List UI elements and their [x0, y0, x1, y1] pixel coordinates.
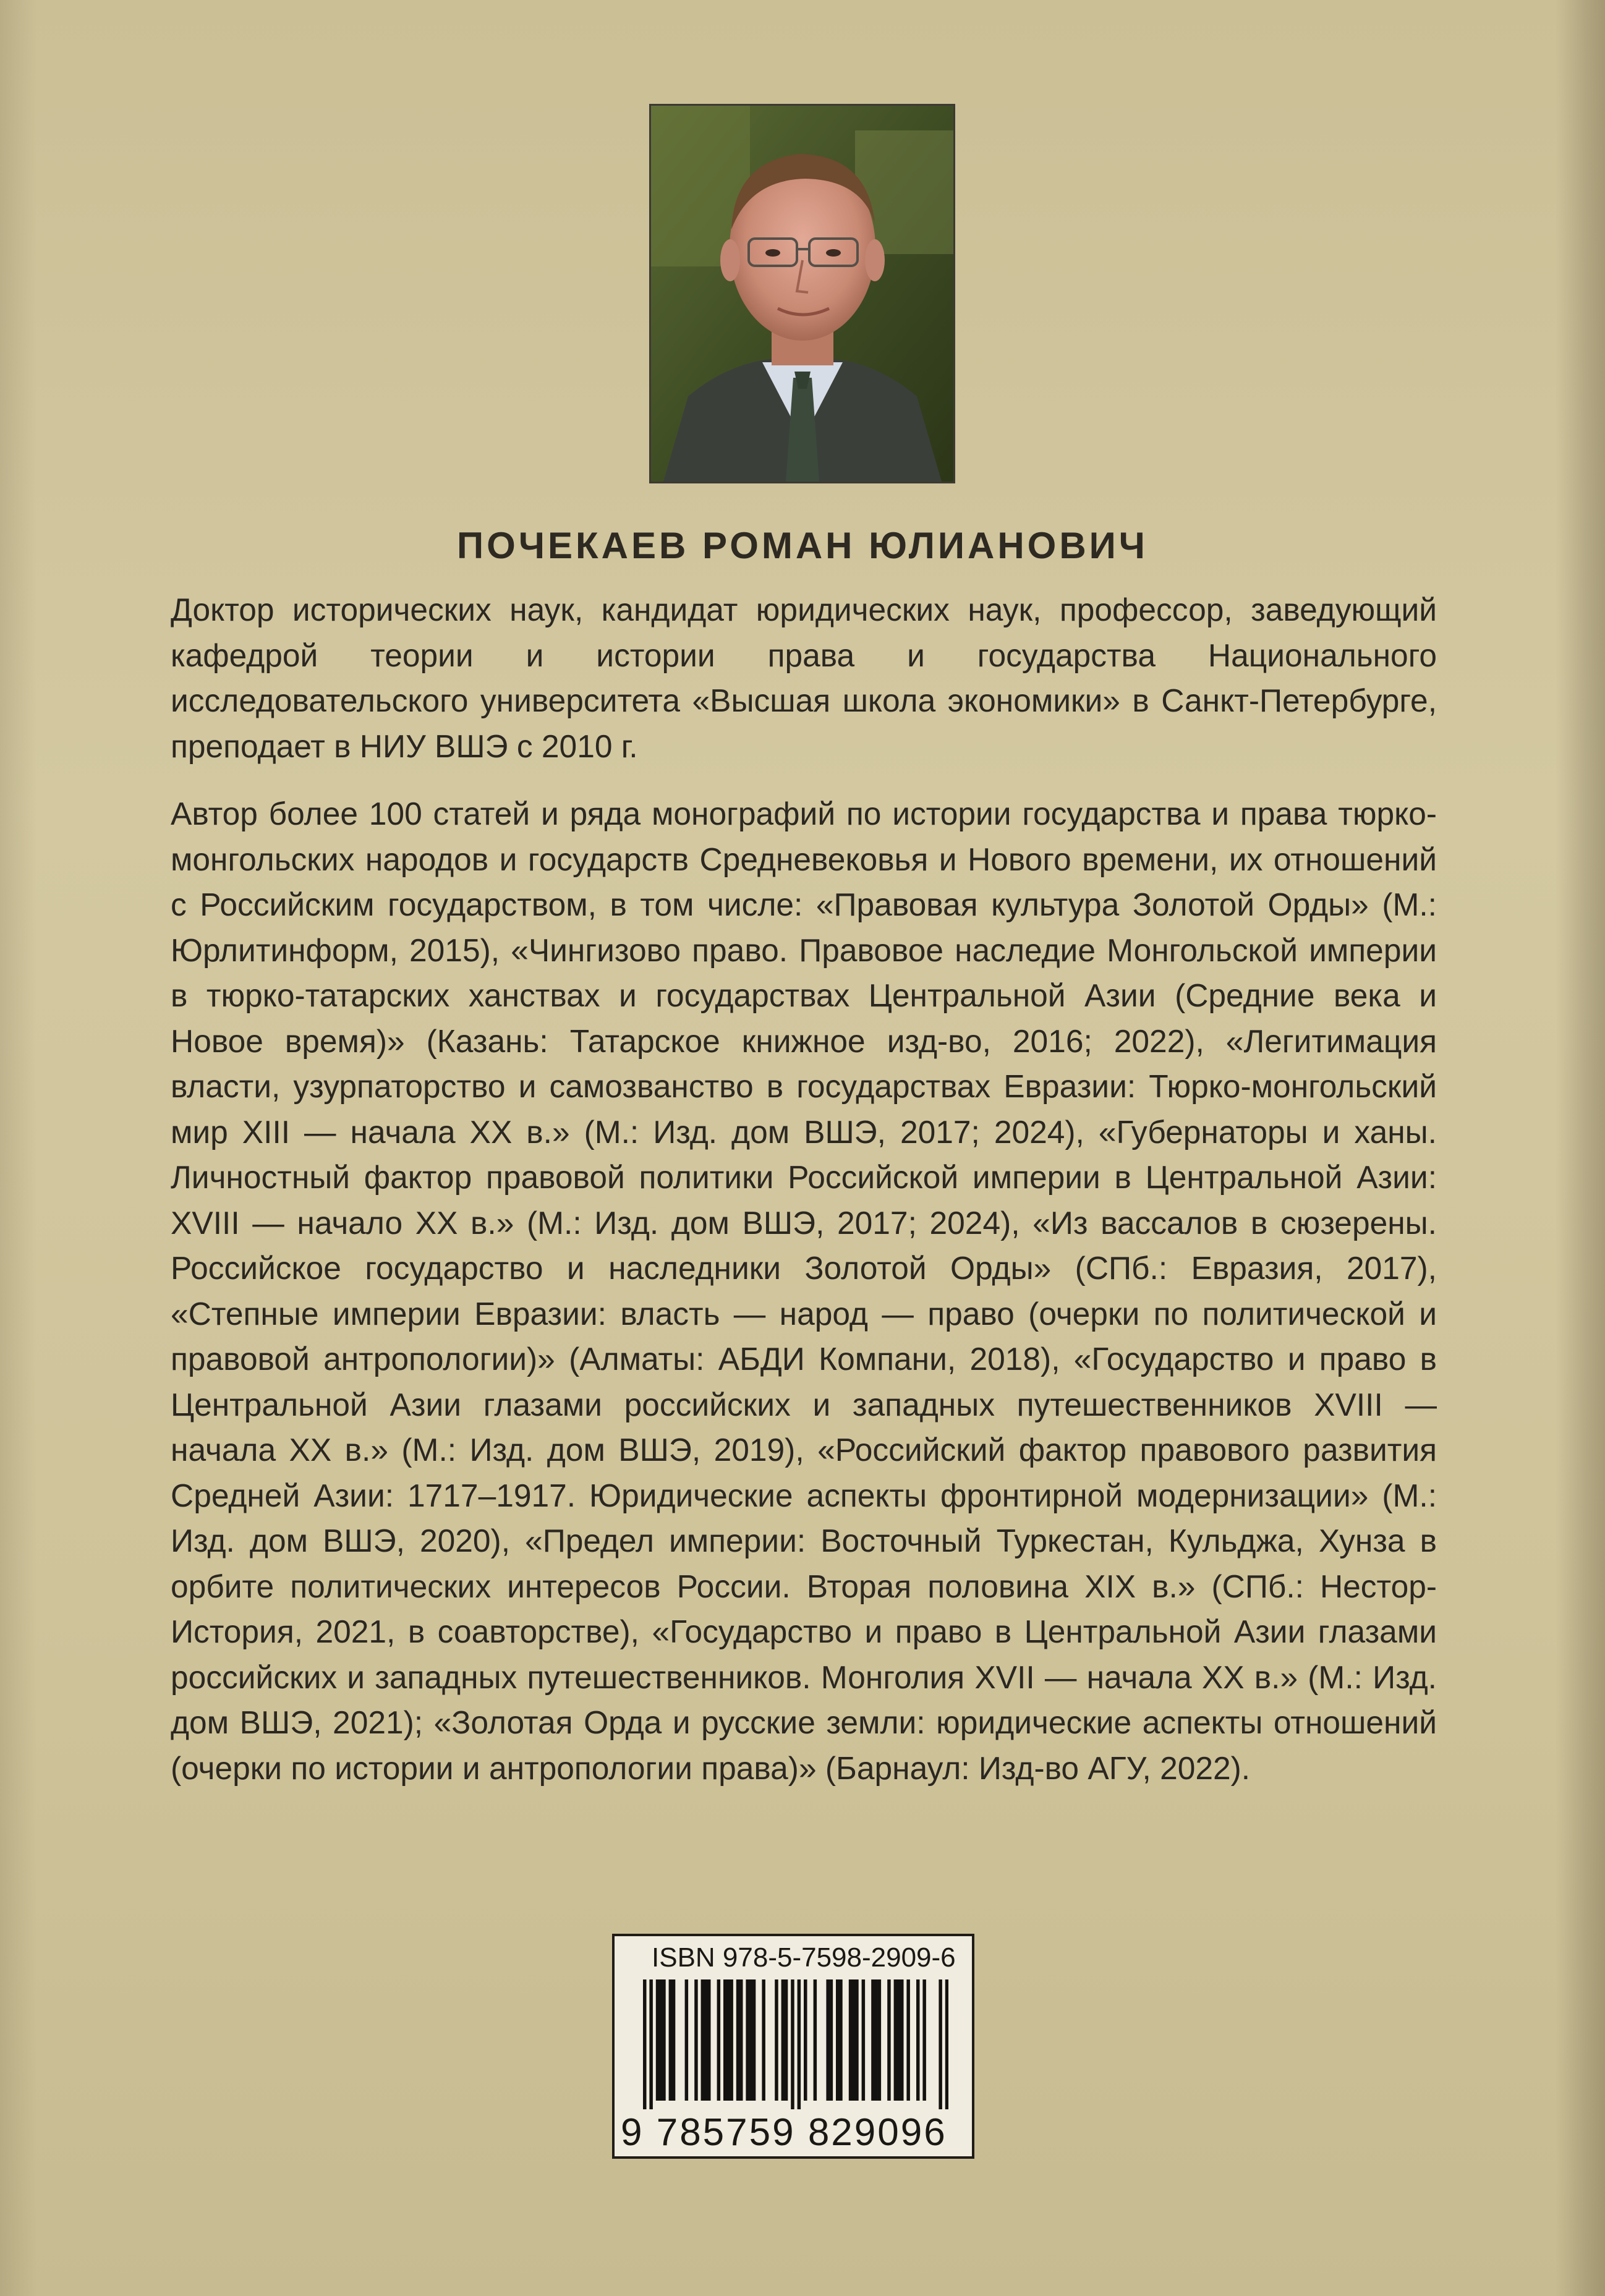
barcode-bar: [704, 1979, 708, 2101]
barcode-bar: [781, 1979, 785, 2101]
barcode-bar: [878, 1979, 882, 2101]
barcode-bar: [649, 1979, 653, 2109]
barcode-bar: [939, 1979, 942, 2109]
barcode-bar: [775, 1979, 778, 2101]
barcode-bar: [717, 1979, 721, 2101]
barcode-bar: [656, 1979, 660, 2101]
bio-paragraph-position: Доктор исторических наук, кандидат юридических наук, профессор, заведующий кафедрой теории и истории права и государства Национального исследовательского университета «Высшая школа экономики» в Санкт-Петербурге, преподает в НИУ ВШЭ с 2010 г.: [171, 592, 1437, 764]
barcode-bar: [945, 1979, 948, 2109]
barcode-bar: [826, 1979, 830, 2101]
barcode-bar: [906, 1979, 910, 2101]
barcode-bar: [916, 1979, 920, 2101]
barcode-bar: [900, 1979, 904, 2101]
barcode-bar: [862, 1979, 866, 2101]
barcode-bar: [836, 1979, 840, 2101]
barcode-bar: [736, 1979, 740, 2101]
barcode-bar: [798, 1979, 801, 2109]
barcode-bar: [804, 1979, 807, 2101]
barcode-bar: [746, 1979, 749, 2101]
barcode-bar: [659, 1979, 663, 2101]
barcode-bar: [685, 1979, 689, 2101]
barcode-bar: [643, 1979, 647, 2109]
isbn-barcode: [612, 1934, 974, 2159]
barcode-bar: [669, 1979, 673, 2101]
barcode-bar: [839, 1979, 843, 2101]
author-portrait-icon: [651, 106, 953, 482]
barcode-bar: [922, 1979, 926, 2101]
barcode-bar: [814, 1979, 817, 2101]
barcode-bar: [849, 1979, 853, 2101]
bio-paragraph-publications: Автор более 100 статей и ряда монографий по истории государства и права тюрко-монгольских народов и государств Средневековья и Нового времени, их отношений с Российским государством, в том числе: «Правовая культура Золотой Орды» (М.: Юрлитинформ, 2015), «Чингизово право. Правовое наследие Монгольской империи в тюрко-татарских ханствах и государствах Центральной Азии (Средние века и Новое время)» (Казань: Татарское книжное изд-во, 2016; 2022), «Легитимация власти, узурпаторство и самозванство в государствах Евразии: Тюрко-монгольский мир XIII — начала XX в.» (М.: Изд. дом ВШЭ, 2017; 2024), «Губернаторы и ханы. Личностный фактор правовой политики Российской империи в Центральной Азии: XVIII — начало XX в.» (М.: Изд. дом ВШЭ, 2017; 2024), «Из вассалов в сюзерены. Российское государство и наследники Золотой Орды» (СПб.: Евразия, 2017), «Степные империи Евразии: власть — народ — право (очерки по политической и правовой антропологии)» (Алматы: АБДИ Компани, 2018), «Государство и право в Центральной Азии глазами российских и западных путешественников XVIII — начала XX в.» (М.: Изд. дом ВШЭ, 2019), «Российский фактор правового развития Средней Азии: 1717–1917. Юридические аспекты фронтирной модернизации» (М.: Изд. дом ВШЭ, 2020), «Предел империи: Восточный Туркестан, Кульджа, Хунза в орбите политических интересов России. Вторая половина XIX в.» (СПб.: Нестор-История, 2021, в соавторстве), «Государство и право в Центральной Азии глазами российских и западных путешественников. Монголия XVII — начала XX в.» (М.: Изд. дом ВШЭ, 2021); «Золотая Орда и русские земли: юридические аспекты отношений (очерки по истории и антропологии права)» (Барнаул: Изд-во АГУ, 2022).: [171, 796, 1437, 1786]
barcode-bar: [855, 1979, 859, 2101]
barcode-bar: [701, 1979, 705, 2101]
barcode-bar: [791, 1979, 794, 2109]
barcode-bars: [643, 1979, 948, 2109]
barcode-bar: [887, 1979, 891, 2101]
cover-left-shading: [0, 0, 37, 2296]
barcode-bar: [752, 1979, 756, 2101]
barcode-bar: [762, 1979, 765, 2101]
barcode-bar: [662, 1979, 666, 2101]
barcode-bar: [694, 1979, 698, 2101]
barcode-bar: [730, 1979, 733, 2101]
isbn-label: ISBN 978-5-7598-2909-6: [652, 1942, 956, 1973]
barcode-bar: [830, 1979, 833, 2101]
barcode-bar: [739, 1979, 743, 2101]
barcode-bar: [707, 1979, 711, 2101]
barcode-bar: [897, 1979, 901, 2101]
barcode-digits: 9 785759 829096: [621, 2111, 947, 2154]
author-name: ПОЧЕКАЕВ РОМАН ЮЛИАНОВИЧ: [457, 525, 1148, 566]
barcode-bar: [723, 1979, 727, 2101]
author-photo: [649, 104, 955, 483]
barcode-bar: [726, 1979, 730, 2101]
barcode-bar: [749, 1979, 753, 2101]
barcode-bar: [871, 1979, 875, 2101]
barcode-bar: [852, 1979, 856, 2101]
barcode-bar: [785, 1979, 788, 2101]
barcode-bar: [894, 1979, 898, 2101]
cover-spine-edge: [1556, 0, 1605, 2296]
barcode-bar: [874, 1979, 878, 2101]
barcode-bar: [672, 1979, 676, 2101]
